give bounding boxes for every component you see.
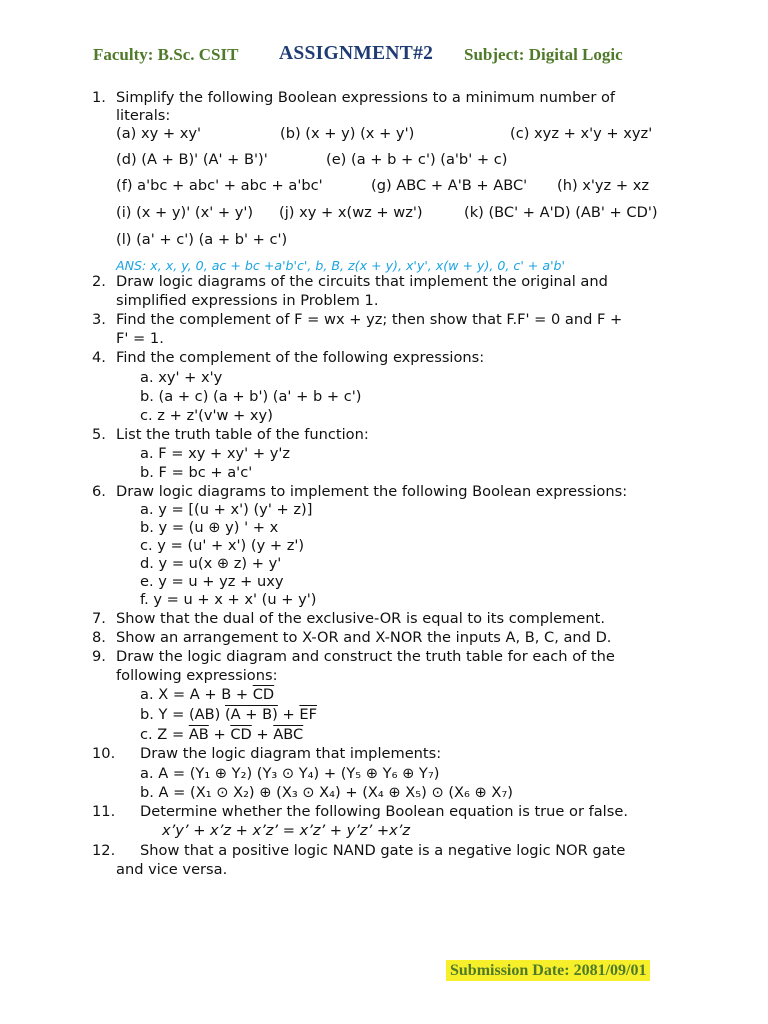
question-text: Simplify the following Boolean expressions to a minimum number of <box>116 89 616 106</box>
question-number: 9. <box>92 648 106 665</box>
question-text: literals: <box>116 107 171 124</box>
sub-item: a. $X = A + B + \overline{CD}$ <box>140 686 275 703</box>
question-number: 7. <box>92 610 106 627</box>
expr-a: (a) xy + xy' <box>116 125 202 142</box>
question-number: 1. <box>92 89 106 106</box>
question-number: 11. <box>92 803 116 820</box>
question-text: F' = 1. <box>116 330 164 347</box>
sub-item: b. Y = (AB) $(A + B) + \overline{EF}$ <box>140 706 318 723</box>
question-number: 4. <box>92 349 106 366</box>
answer-line: ANS: x, x, y, 0, ac + bc +a'b'c', b, B, z(x + y), x'y', x(w + y), 0, c' + a'b' <box>116 258 565 273</box>
question-text: Find the complement of the following expressions: <box>116 349 485 366</box>
question-text: Determine whether the following Boolean equation is true or false. <box>140 803 628 820</box>
question-text: Draw logic diagrams to implement the following Boolean expressions: <box>116 483 628 500</box>
expr-c: (c) xyz + x'y + xyz' <box>510 125 653 142</box>
sub-item: d. y = u(x ⊕ z) + y' <box>140 555 282 572</box>
question-number: 10. <box>92 745 116 762</box>
expr-f: (f) a'bc + abc' + abc + a'bc' <box>116 177 323 194</box>
assignment-title: ASSIGNMENT#2 <box>279 43 434 64</box>
sub-item: a. y = [(u + x') (y' + z)] <box>140 501 313 518</box>
sub-item: c. z + z'(v'w + xy) <box>140 407 273 424</box>
sub-item: b. y = (u ⊕ y) ' + x <box>140 519 279 536</box>
question-text: simplified expressions in Problem 1. <box>116 292 379 309</box>
sub-item: b. (a + c) (a + b') (a' + b + c') <box>140 388 362 405</box>
expr-e: (e) (a + b + c') (a'b' + c) <box>326 151 508 168</box>
expr-l: (l) (a' + c') (a + b' + c') <box>116 231 288 248</box>
question-text: and vice versa. <box>116 861 228 878</box>
sub-item: c. $Z = \overline{AB} + \overline{CD} + \overline{ABC}$ <box>140 726 304 743</box>
question-text: Show that a positive logic NAND gate is a negative logic NOR gate <box>140 842 626 859</box>
faculty-label: Faculty: B.Sc. CSIT <box>93 45 239 64</box>
question-number: 6. <box>92 483 106 500</box>
sub-item: e. y = u + yz + uxy <box>140 573 284 590</box>
sub-item: b. F = bc + a'c' <box>140 464 253 481</box>
expr-b: (b) (x + y) (x + y') <box>280 125 415 142</box>
question-text: List the truth table of the function: <box>116 426 369 443</box>
submission-date: Submission Date: 2081/09/01 <box>446 960 650 981</box>
question-text: following expressions: <box>116 667 278 684</box>
sub-item: b. A = (X₁ ⊙ X₂) ⊕ (X₃ ⊙ X₄) + (X₄ ⊕ X₅) ⊙ (X₆ ⊕ X₇) <box>140 784 513 801</box>
question-text: Find the complement of F = wx + yz; then show that F.F' = 0 and F + <box>116 311 623 328</box>
expr-k: (k) (BC' + A'D) (AB' + CD') <box>464 204 658 221</box>
question-number: 2. <box>92 273 106 290</box>
expr-i: (i) (x + y)' (x' + y') <box>116 204 254 221</box>
question-number: 5. <box>92 426 106 443</box>
expr-h: (h) x'yz + xz <box>557 177 650 194</box>
question-text: Draw logic diagrams of the circuits that implement the original and <box>116 273 608 290</box>
equation: x’y’ + x’z + x’z’ = x’z’ + y’z’ +x’z <box>162 822 411 839</box>
question-number: 8. <box>92 629 106 646</box>
sub-item: a. xy' + x'y <box>140 369 223 386</box>
question-text: Show an arrangement to X-OR and X-NOR the inputs A, B, C, and D. <box>116 629 612 646</box>
question-text: Draw the logic diagram and construct the truth table for each of the <box>116 648 615 665</box>
expr-d: (d) (A + B)' (A' + B')' <box>116 151 268 168</box>
question-number: 3. <box>92 311 106 328</box>
subject-label: Subject: Digital Logic <box>464 45 623 64</box>
sub-item: c. y = (u' + x') (y + z') <box>140 537 305 554</box>
expr-j: (j) xy + x(wz + wz') <box>279 204 423 221</box>
question-text: Show that the dual of the exclusive-OR is equal to its complement. <box>116 610 605 627</box>
expr-g: (g) ABC + A'B + ABC' <box>371 177 528 194</box>
question-number: 12. <box>92 842 116 859</box>
question-text: Draw the logic diagram that implements: <box>140 745 442 762</box>
sub-item: f. y = u + x + x' (u + y') <box>140 591 317 608</box>
sub-item: a. F = xy + xy' + y'z <box>140 445 290 462</box>
sub-item: a. A = (Y₁ ⊕ Y₂) (Y₃ ⊙ Y₄) + (Y₅ ⊕ Y₆ ⊕ Y₇) <box>140 765 440 782</box>
